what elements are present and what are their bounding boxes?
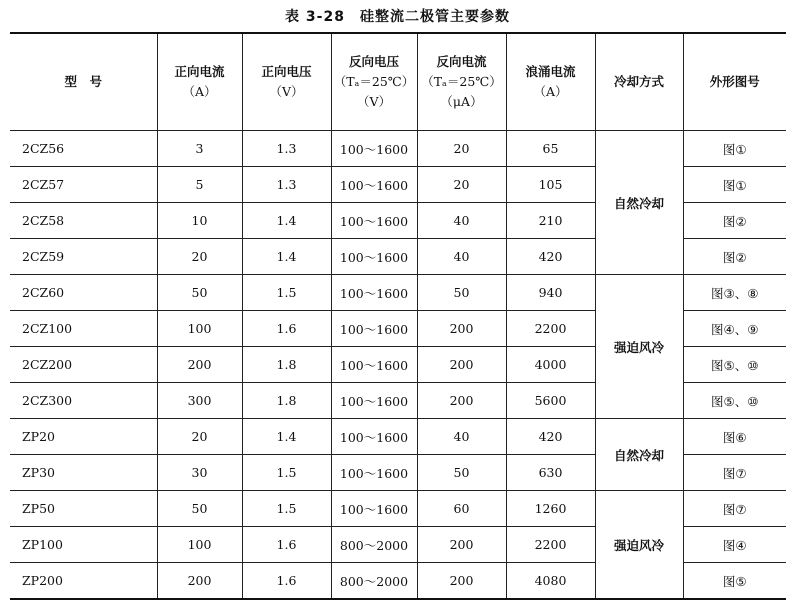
cell-surge-current: 2200 [506,311,595,347]
table-row [10,275,786,311]
cell-reverse-current: 40 [417,203,506,239]
cell-surge-current: 5600 [506,383,595,419]
cell-reverse-current: 200 [417,383,506,419]
cell-shape: 图① [683,131,786,167]
cell-forward-current: 30 [157,455,242,491]
cell-forward-voltage: 1.4 [242,239,331,275]
cell-reverse-current: 200 [417,527,506,563]
cell-surge-current: 65 [506,131,595,167]
cell-forward-current: 100 [157,311,242,347]
cell-model: 2CZ59 [10,239,157,275]
cell-shape: 图① [683,167,786,203]
header-forward-voltage-unit: （V） [269,84,304,99]
cell-surge-current: 1260 [506,491,595,527]
cell-shape: 图⑤ [683,563,786,600]
cell-forward-voltage: 1.6 [242,563,331,600]
cell-reverse-voltage: 800～2000 [331,527,417,563]
cell-forward-current: 20 [157,419,242,455]
cell-forward-voltage: 1.3 [242,131,331,167]
header-surge-current-unit: （A） [533,84,568,99]
cell-reverse-voltage: 100～1600 [331,347,417,383]
cell-forward-current: 300 [157,383,242,419]
cell-reverse-voltage: 100～1600 [331,275,417,311]
cell-forward-current: 100 [157,527,242,563]
cell-model: ZP30 [10,455,157,491]
cell-reverse-voltage: 100～1600 [331,167,417,203]
cell-forward-voltage: 1.6 [242,527,331,563]
cell-shape: 图⑥ [683,419,786,455]
cell-surge-current: 105 [506,167,595,203]
header-row [10,33,786,131]
cell-shape: 图③、⑧ [683,275,786,311]
cell-surge-current: 4000 [506,347,595,383]
cell-shape: 图② [683,203,786,239]
cell-forward-current: 20 [157,239,242,275]
header-reverse-current-label: 反向电流 [436,54,487,69]
cell-cooling: 自然冷却 [595,131,683,275]
cell-shape: 图⑤、⑩ [683,347,786,383]
cell-model: 2CZ60 [10,275,157,311]
cell-model: 2CZ58 [10,203,157,239]
header-forward-current-unit: （A） [182,84,217,99]
header-reverse-current-condition: （Tₐ＝25℃） [421,74,502,89]
header-forward-voltage [242,33,331,131]
cell-model: ZP50 [10,491,157,527]
header-reverse-voltage [331,33,417,131]
cell-reverse-voltage: 100～1600 [331,203,417,239]
header-surge-current [506,33,595,131]
cell-reverse-voltage: 100～1600 [331,419,417,455]
cell-reverse-voltage: 100～1600 [331,455,417,491]
table-title: 表 3-28 硅整流二极管主要参数 [285,9,510,25]
cell-surge-current: 4080 [506,563,595,600]
header-reverse-current-unit: （μA） [440,94,483,109]
cell-model: 2CZ57 [10,167,157,203]
cell-surge-current: 940 [506,275,595,311]
cell-surge-current: 420 [506,419,595,455]
cell-cooling: 自然冷却 [595,419,683,491]
cell-model: ZP20 [10,419,157,455]
cell-forward-voltage: 1.8 [242,347,331,383]
cell-forward-current: 10 [157,203,242,239]
cell-reverse-current: 40 [417,239,506,275]
header-forward-current-label: 正向电流 [174,64,225,79]
cell-surge-current: 2200 [506,527,595,563]
header-reverse-voltage-unit: （V） [356,94,392,109]
cell-reverse-voltage: 100～1600 [331,131,417,167]
cell-forward-voltage: 1.8 [242,383,331,419]
header-reverse-voltage-condition: （Tₐ＝25℃） [333,74,415,89]
cell-model: ZP200 [10,563,157,600]
cell-reverse-current: 200 [417,347,506,383]
cell-shape: 图② [683,239,786,275]
cell-forward-current: 200 [157,563,242,600]
table-row [10,419,786,455]
cell-reverse-voltage: 100～1600 [331,383,417,419]
cell-model: ZP100 [10,527,157,563]
cell-forward-voltage: 1.4 [242,419,331,455]
cell-forward-voltage: 1.3 [242,167,331,203]
cell-shape: 图④、⑨ [683,311,786,347]
cell-forward-current: 3 [157,131,242,167]
header-forward-current [157,33,242,131]
cell-reverse-current: 60 [417,491,506,527]
cell-forward-current: 50 [157,491,242,527]
cell-forward-current: 5 [157,167,242,203]
cell-surge-current: 630 [506,455,595,491]
cell-reverse-current: 40 [417,419,506,455]
cell-reverse-voltage: 100～1600 [331,311,417,347]
header-reverse-current [417,33,506,131]
cell-shape: 图⑦ [683,455,786,491]
cell-reverse-current: 200 [417,311,506,347]
cell-reverse-current: 20 [417,131,506,167]
cell-reverse-voltage: 100～1600 [331,239,417,275]
header-surge-current-label: 浪涌电流 [525,64,576,79]
header-reverse-voltage-label: 反向电压 [348,54,399,69]
cell-surge-current: 420 [506,239,595,275]
cell-model: 2CZ100 [10,311,157,347]
cell-reverse-current: 200 [417,563,506,600]
table-row [10,131,786,167]
cell-cooling: 强迫风冷 [595,275,683,419]
cell-forward-voltage: 1.5 [242,275,331,311]
header-cooling: 冷却方式 [595,33,683,131]
cell-reverse-current: 50 [417,455,506,491]
cell-forward-voltage: 1.5 [242,455,331,491]
cell-forward-voltage: 1.4 [242,203,331,239]
cell-reverse-voltage: 100～1600 [331,491,417,527]
cell-forward-current: 50 [157,275,242,311]
cell-forward-voltage: 1.6 [242,311,331,347]
cell-shape: 图⑦ [683,491,786,527]
cell-reverse-current: 20 [417,167,506,203]
header-forward-voltage-label: 正向电压 [261,64,312,79]
header-shape: 外形图号 [683,33,786,131]
cell-model: 2CZ300 [10,383,157,419]
cell-cooling: 强迫风冷 [595,491,683,600]
cell-reverse-current: 50 [417,275,506,311]
cell-model: 2CZ56 [10,131,157,167]
cell-forward-current: 200 [157,347,242,383]
table-row [10,491,786,527]
cell-shape: 图⑤、⑩ [683,383,786,419]
cell-forward-voltage: 1.5 [242,491,331,527]
cell-shape: 图④ [683,527,786,563]
diode-parameter-table [10,32,786,600]
cell-reverse-voltage: 800～2000 [331,563,417,600]
cell-model: 2CZ200 [10,347,157,383]
cell-surge-current: 210 [506,203,595,239]
header-model: 型 号 [10,33,157,131]
